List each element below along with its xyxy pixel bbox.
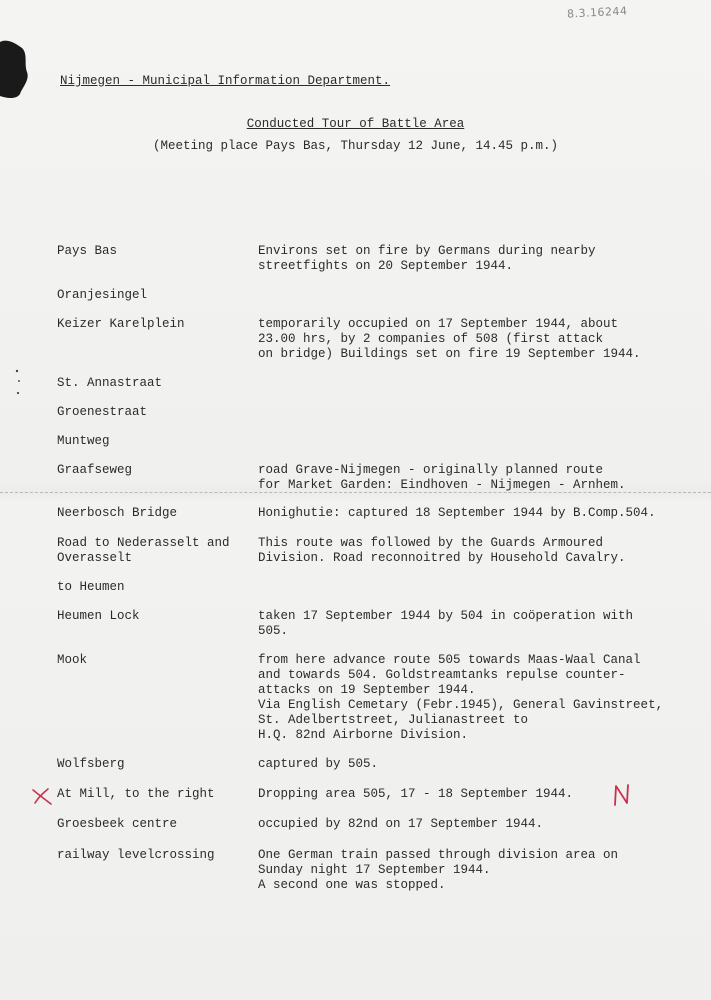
reference-number: 8.3.16244: [566, 4, 628, 21]
itinerary-place: Pays Bas: [57, 244, 118, 258]
itinerary-place: Mook: [57, 653, 88, 667]
itinerary-description: taken 17 September 1944 by 504 in coöperation with 505.: [258, 609, 634, 638]
itinerary-place: Graafseweg: [57, 463, 133, 477]
itinerary-description: Dropping area 505, 17 - 18 September 1944.: [258, 787, 574, 801]
itinerary-place: railway levelcrossing: [57, 848, 215, 862]
ink-specks: [14, 368, 22, 398]
itinerary-place: Groenestraat: [57, 405, 148, 419]
torn-edge-mark: [0, 38, 30, 100]
itinerary-description: occupied by 82nd on 17 September 1944.: [258, 817, 544, 831]
itinerary-place: Muntweg: [57, 434, 110, 448]
itinerary-place: Keizer Karelplein: [57, 317, 185, 331]
itinerary-place: At Mill, to the right: [57, 787, 215, 801]
itinerary-description: Environs set on fire by Germans during nearby streetfights on 20 September 1944.: [258, 244, 596, 273]
handwritten-n-mark: [612, 783, 632, 807]
itinerary-place: Road to Nederasselt and Overasselt: [57, 536, 230, 565]
itinerary-description: road Grave-Nijmegen - originally planned route for Market Garden: Eindhoven - Nijmegen - Arnhem.: [258, 463, 626, 492]
itinerary-description: from here advance route 505 towards Maas-Waal Canal and towards 504. Goldstreamtanks repulse counter- attacks on 19 September 1944. Via English Cemetary (Febr.1945), General Gavinstreet, St. Adelbertstreet, Julianastreet to H.Q. 82nd Airborne Division.: [258, 653, 664, 742]
itinerary-place: Groesbeek centre: [57, 817, 178, 831]
itinerary-place: St. Annastraat: [57, 376, 163, 390]
handwritten-x-mark: [31, 787, 53, 805]
itinerary-description: Honighutie: captured 18 September 1944 by B.Comp.504.: [258, 506, 656, 520]
itinerary-description: temporarily occupied on 17 September 1944, about 23.00 hrs, by 2 companies of 508 (first attack on bridge) Buildings set on fire 19 September 1944.: [258, 317, 641, 361]
itinerary-description: One German train passed through division area on Sunday night 17 September 1944. A second one was stopped.: [258, 848, 619, 892]
itinerary-description: captured by 505.: [258, 757, 379, 771]
itinerary-place: Heumen Lock: [57, 609, 140, 623]
meeting-subtitle: (Meeting place Pays Bas, Thursday 12 June, 14.45 p.m.): [152, 139, 559, 153]
itinerary-place: Oranjesingel: [57, 288, 148, 302]
department-heading: Nijmegen - Municipal Information Department.: [60, 74, 391, 88]
itinerary-place: to Heumen: [57, 580, 125, 594]
itinerary-description: This route was followed by the Guards Armoured Division. Road reconnoitred by Household Cavalry.: [258, 536, 626, 565]
itinerary-place: Wolfsberg: [57, 757, 125, 771]
itinerary-place: Neerbosch Bridge: [57, 506, 178, 520]
document-title: Conducted Tour of Battle Area: [246, 117, 465, 131]
